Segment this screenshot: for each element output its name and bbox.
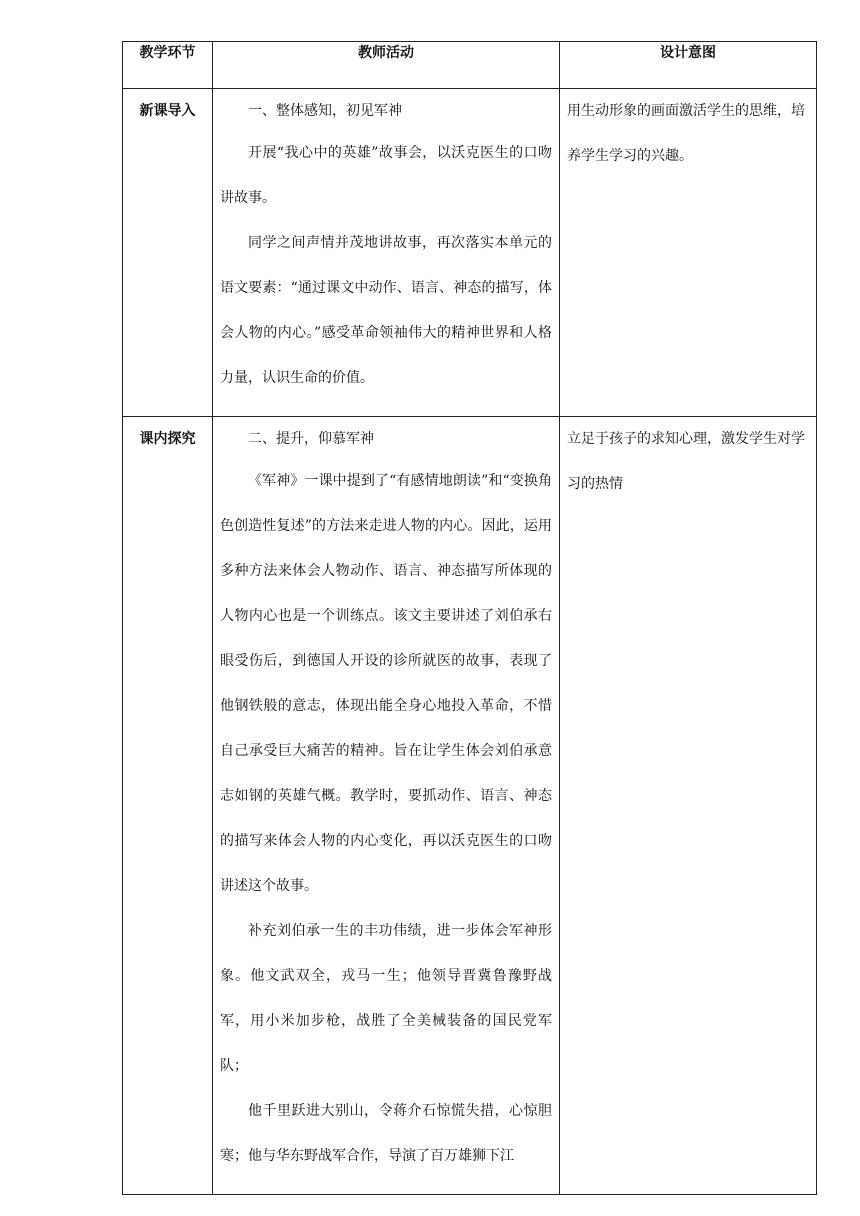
activity-paragraph: 开展“我心中的英雄”故事会，以沃克医生的口吻讲故事。 [220, 145, 552, 206]
intent-text: 用生动形象的画面激活学生的思维，培养学生学习的兴趣。 [567, 103, 805, 164]
activity-heading: 二、提升，仰慕军神 [248, 431, 374, 447]
header-design-intent: 设计意图 [560, 42, 817, 89]
table-row [123, 89, 817, 417]
header-stage: 教学环节 [123, 42, 213, 89]
stage-cell: 课内探究 [123, 417, 213, 1195]
lesson-plan-table [122, 41, 817, 1195]
activity-paragraph: 补充刘伯承一生的丰功伟绩，进一步体会军神形象。他文武双全，戎马一生；他领导晋冀鲁豫野战军，用小米加步枪，战胜了全美械装备的国民党军队； [220, 923, 552, 1074]
activity-cell [213, 89, 560, 417]
stage-cell: 新课导入 [123, 89, 213, 417]
activity-paragraph: 《军神》一课中提到了“有感情地朗读”和“变换角色创造性复述”的方法来走进人物的内心。因此，运用多种方法来体会人物动作、语言、神态描写所体现的人物内心也是一个训练点。该文主要讲述了刘伯承右眼受伤后，到德国人开设的诊所就医的故事，表现了他钢铁般的意志，体现出能全身心地投入革命，不惜自己承受巨大痛苦的精神。旨在让学生体会刘伯承意志如钢的英雄气概。教学时，要抓动作、语言、神态的描写来体会人物的内心变化，再以沃克医生的口吻讲述这个故事。 [220, 473, 552, 894]
activity-heading: 一、整体感知，初见军神 [248, 103, 402, 119]
activity-paragraph: 他千里跃进大别山，令蒋介石惊慌失措，心惊胆寒；他与华东野战军合作，导演了百万雄狮下江 [220, 1103, 552, 1164]
intent-cell [560, 417, 817, 1195]
header-teacher-activity: 教师活动 [213, 42, 560, 89]
activity-paragraph: 同学之间声情并茂地讲故事，再次落实本单元的语文要素：“通过课文中动作、语言、神态的描写，体会人物的内心。”感受革命领袖伟大的精神世界和人格力量，认识生命的价值。 [220, 235, 552, 386]
intent-text: 立足于孩子的求知心理，激发学生对学习的热情 [567, 431, 805, 492]
intent-cell [560, 89, 817, 417]
table-row [123, 417, 817, 1195]
table-header-row [123, 42, 817, 89]
activity-cell [213, 417, 560, 1195]
